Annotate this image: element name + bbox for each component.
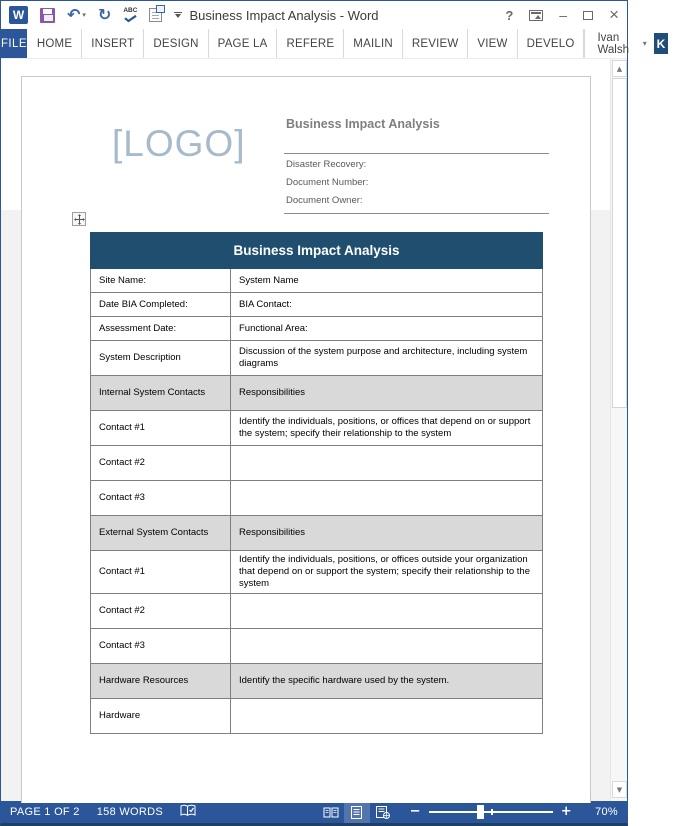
save-button[interactable] [40, 8, 55, 23]
zoom-center-tick [491, 809, 493, 815]
row-value-cell[interactable]: Identify the individuals, positions, or offices outside your organization that depend on or support the system; specify their relationship to the system [231, 551, 543, 594]
status-bar [1, 801, 627, 823]
table-banner[interactable]: Business Impact Analysis [91, 233, 543, 269]
web-layout-icon [376, 806, 390, 819]
table-row [91, 269, 543, 293]
row-value-cell[interactable]: Functional Area: [231, 317, 543, 341]
row-label-cell[interactable]: Contact #1 [91, 551, 231, 594]
close-button[interactable]: × [609, 5, 619, 24]
table-row [91, 516, 543, 551]
table-row [91, 663, 543, 698]
redo-icon: ↻ [97, 5, 112, 24]
row-label-cell[interactable]: Contact #2 [91, 593, 231, 628]
table-row [91, 341, 543, 376]
status-right [318, 801, 618, 823]
row-value-cell[interactable] [231, 698, 543, 733]
document-workspace [1, 59, 627, 801]
row-value-cell[interactable] [231, 628, 543, 663]
read-mode-button[interactable] [318, 801, 344, 823]
scrollbar-thumb[interactable] [612, 78, 627, 408]
tab-home[interactable]: HOME [27, 29, 82, 58]
zoom-control [410, 806, 618, 818]
tab-insert[interactable]: INSERT [82, 29, 144, 58]
row-label-cell[interactable]: Internal System Contacts [91, 376, 231, 411]
ribbon-display-options-button[interactable] [529, 10, 543, 21]
scroll-up-button[interactable]: ▲ [612, 60, 627, 77]
help-button[interactable]: ? [505, 7, 514, 23]
chevron-down-icon: ▾ [642, 39, 647, 48]
save-icon [40, 8, 55, 23]
tab-page-la[interactable]: PAGE LA [209, 29, 278, 58]
tab-design[interactable]: DESIGN [144, 29, 208, 58]
print-layout-button[interactable] [344, 801, 370, 823]
row-value-cell[interactable]: System Name [231, 269, 543, 293]
letterhead-field: Document Number: [286, 177, 369, 188]
zoom-slider-thumb[interactable] [477, 805, 484, 819]
row-label-cell[interactable]: External System Contacts [91, 516, 231, 551]
table-row [91, 628, 543, 663]
title-bar [1, 1, 627, 29]
table-row [91, 481, 543, 516]
row-value-cell[interactable]: Identify the specific hardware used by the system. [231, 663, 543, 698]
table-row [91, 317, 543, 341]
zoom-out-button[interactable]: − [409, 804, 421, 819]
divider [284, 153, 549, 154]
tab-develo[interactable]: DEVELO [518, 29, 585, 58]
row-value-cell[interactable] [231, 481, 543, 516]
undo-icon: ↶ [67, 5, 81, 24]
ribbon-tabs [27, 29, 585, 58]
document-page [21, 76, 591, 803]
row-value-cell[interactable]: Discussion of the system purpose and architecture, including system diagrams [231, 341, 543, 376]
undo-button[interactable] [67, 5, 86, 24]
zoom-slider[interactable] [429, 811, 553, 813]
table-row [91, 551, 543, 594]
read-mode-icon [323, 807, 339, 818]
user-name: Ivan Walsh [597, 31, 630, 56]
scroll-down-button[interactable]: ▼ [612, 781, 627, 798]
row-value-cell[interactable] [231, 593, 543, 628]
tab-view[interactable]: VIEW [468, 29, 517, 58]
letterhead-title: Business Impact Analysis [286, 117, 440, 131]
spelling-grammar-button[interactable] [123, 8, 137, 22]
proofing-book-icon [180, 804, 196, 817]
zoom-in-button[interactable]: + [560, 804, 572, 819]
table-move-handle[interactable] [72, 212, 86, 226]
table-row [91, 293, 543, 317]
vertical-scrollbar[interactable] [610, 59, 627, 801]
row-label-cell[interactable]: Date BIA Completed: [91, 293, 231, 317]
ribbon-tab-bar [1, 29, 666, 59]
row-label-cell[interactable]: Hardware Resources [91, 663, 231, 698]
abc-label: ABC [123, 7, 138, 15]
ribbon-display-icon [529, 10, 543, 21]
bia-table [90, 232, 543, 734]
row-value-cell[interactable] [231, 446, 543, 481]
row-label-cell[interactable]: Contact #3 [91, 481, 231, 516]
maximize-button[interactable] [583, 11, 593, 20]
table-row [91, 698, 543, 733]
logo-placeholder: [LOGO] [112, 123, 246, 164]
window-title: Business Impact Analysis - Word [189, 7, 379, 23]
customize-quick-access-button[interactable] [174, 12, 182, 18]
redo-button[interactable] [97, 5, 112, 24]
minimize-button[interactable]: – [559, 7, 568, 23]
tab-mailin[interactable]: MAILIN [344, 29, 403, 58]
table-row [91, 446, 543, 481]
page-indicator[interactable]: PAGE 1 OF 2 [10, 806, 80, 818]
word-logo-icon[interactable]: W [9, 6, 28, 24]
row-value-cell[interactable]: BIA Contact: [231, 293, 543, 317]
table-row [91, 593, 543, 628]
row-label-cell[interactable]: Assessment Date: [91, 317, 231, 341]
account-menu[interactable] [584, 29, 673, 58]
bia-table-body [91, 269, 543, 734]
check-icon [124, 15, 137, 22]
tab-refere[interactable]: REFERE [277, 29, 344, 58]
document-list-icon [149, 8, 162, 22]
document-list-button[interactable] [149, 8, 162, 22]
row-value-cell[interactable]: Identify the individuals, positions, or offices that depend on or support the system; specify their relationship to the system [231, 411, 543, 446]
quick-access-toolbar [9, 6, 182, 24]
table-row [91, 411, 543, 446]
tab-file[interactable]: FILE [1, 29, 27, 58]
letterhead-field: Document Owner: [286, 195, 363, 206]
tab-review[interactable]: REVIEW [403, 29, 469, 58]
bar-icon [174, 12, 182, 13]
divider [284, 213, 549, 214]
row-label-cell[interactable]: Contact #1 [91, 411, 231, 446]
row-label-cell[interactable]: Hardware [91, 698, 231, 733]
avatar[interactable]: K [654, 33, 668, 54]
row-value-cell[interactable]: Responsibilities [231, 516, 543, 551]
chevron-down-icon [175, 14, 181, 18]
zoom-level[interactable]: 70% [595, 806, 618, 818]
undo-dropdown-caret-icon[interactable]: ▾ [82, 11, 86, 19]
print-layout-icon [351, 806, 362, 819]
status-left [10, 804, 196, 820]
row-label-cell[interactable]: System Description [91, 341, 231, 376]
row-value-cell[interactable]: Responsibilities [231, 376, 543, 411]
web-layout-button[interactable] [370, 801, 396, 823]
proofing-status-button[interactable] [180, 804, 196, 820]
row-label-cell[interactable]: Contact #2 [91, 446, 231, 481]
maximize-icon [583, 11, 593, 20]
letterhead-field: Disaster Recovery: [286, 159, 367, 170]
row-label-cell[interactable]: Site Name: [91, 269, 231, 293]
word-count[interactable]: 158 WORDS [96, 806, 164, 818]
window-controls [505, 7, 619, 23]
move-arrows-icon [74, 214, 85, 225]
row-label-cell[interactable]: Contact #3 [91, 628, 231, 663]
table-row [91, 376, 543, 411]
